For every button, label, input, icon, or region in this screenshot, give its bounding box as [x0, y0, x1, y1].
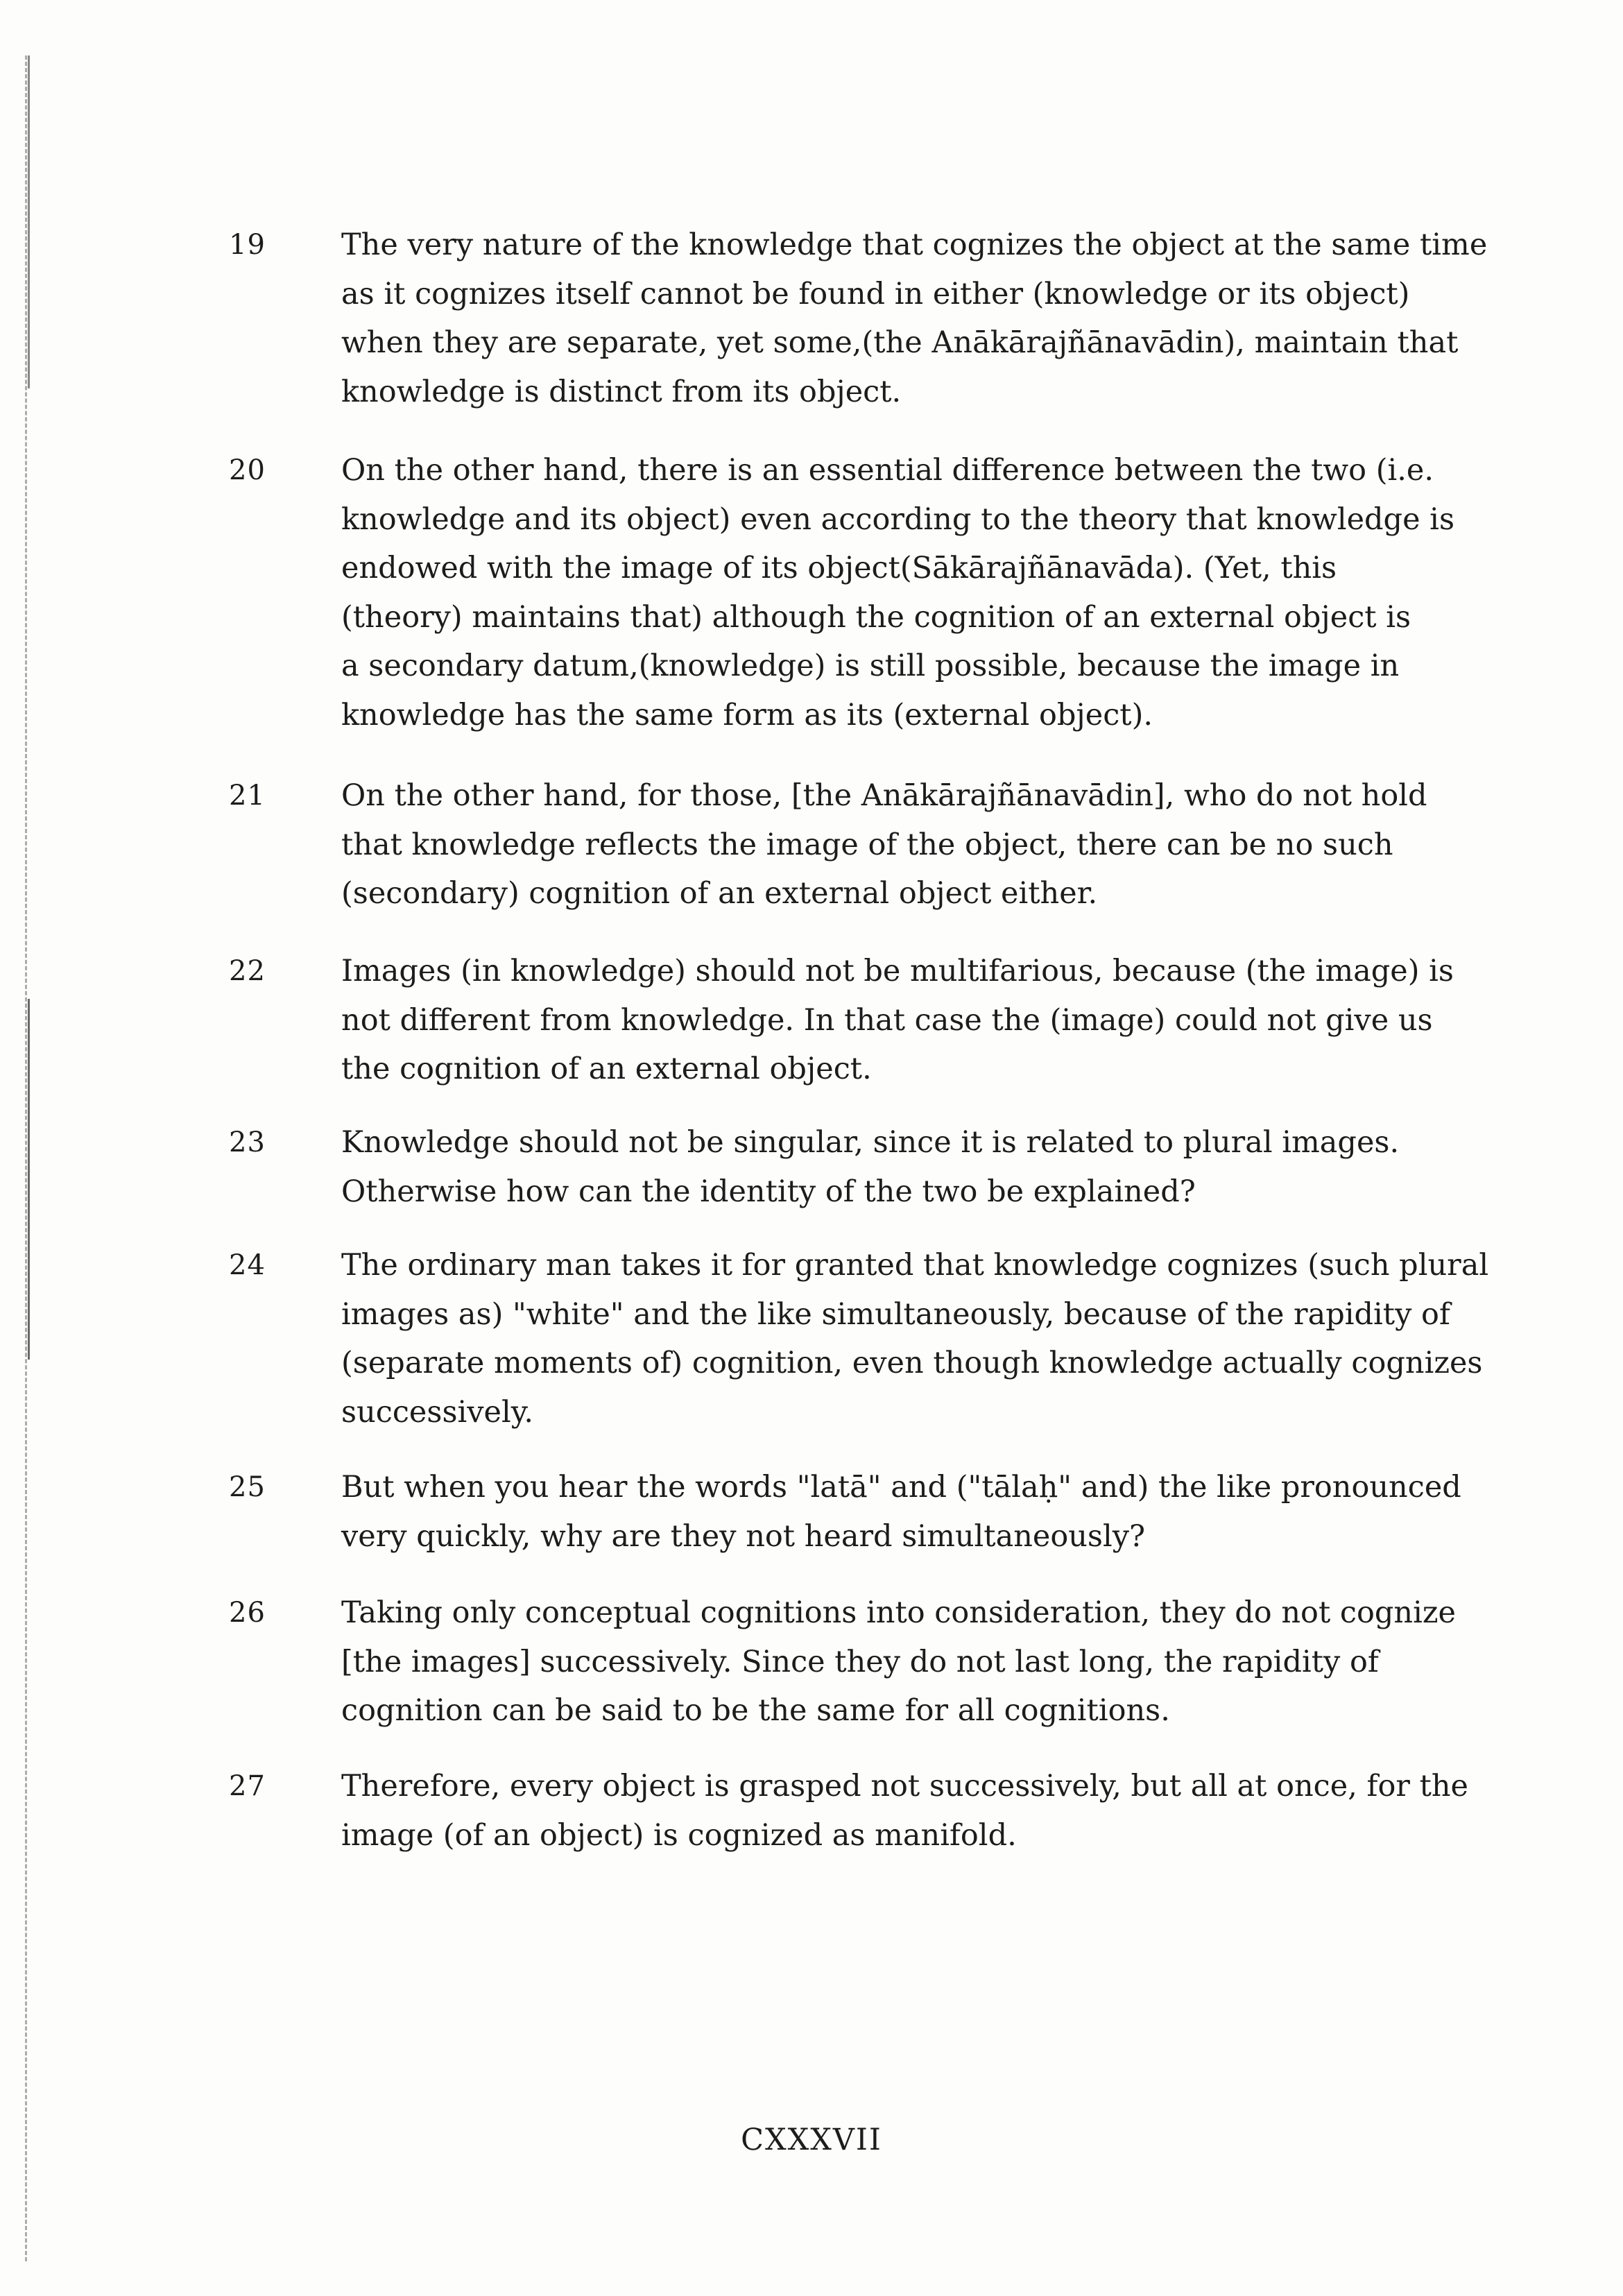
verse-number: 19 [229, 229, 266, 261]
verse-text [341, 446, 1458, 739]
verse-line: image (of an object) is cognized as manifold. [341, 1817, 1017, 1853]
verse-line: the cognition of an external object. [341, 1052, 872, 1086]
verse-line: not different from knowledge. In that case the (image) could not give us [341, 1002, 1433, 1038]
verse-line: when they are separate, yet some,(the Anākārajñānavādin), maintain that [341, 325, 1459, 360]
verse-line: very quickly, why are they not heard simultaneously? [341, 1518, 1146, 1554]
verse-line: Otherwise how can the identity of the two be explained? [341, 1174, 1196, 1209]
verse-line: that knowledge reflects the image of the object, there can be no such [341, 827, 1393, 862]
verse-line: The very nature of the knowledge that cognizes the object at the same time [341, 228, 1488, 262]
verse-line: (separate moments of) cognition, even though knowledge actually cognizes [341, 1346, 1483, 1380]
verse-line: a secondary datum,(knowledge) is still possible, because the image in [341, 649, 1400, 683]
verse-text [341, 1463, 1461, 1561]
verse-text [341, 1241, 1489, 1437]
verse-text [341, 947, 1458, 1094]
page-number: CXXXVII [741, 2123, 882, 2157]
verse-line: knowledge and its object) even according to the theory that knowledge is [341, 502, 1455, 537]
scan-edge-artifact [25, 55, 27, 2261]
verse-line: (theory) maintains that) although the cognition of an external object is [341, 599, 1411, 635]
verse-text [341, 1762, 1468, 1860]
verse-line: successively. [341, 1394, 534, 1430]
verse-number: 20 [229, 454, 266, 486]
verse-line: But when you hear the words "latā" and ("tālaḥ" and) the like pronounced [341, 1470, 1461, 1505]
verse-line: knowledge is distinct from its object. [341, 374, 902, 409]
verse-number: 26 [229, 1597, 266, 1629]
verse-text [341, 1118, 1458, 1216]
verse-number: 25 [229, 1471, 266, 1503]
verse-text [341, 771, 1458, 918]
verse-line: endowed with the image of its object(Sākārajñānavāda). (Yet, this [341, 551, 1337, 585]
verse-line: Therefore, every object is grasped not successively, but all at once, for the [341, 1769, 1468, 1804]
verse-line: cognition can be said to be the same for all cognitions. [341, 1693, 1170, 1728]
verse-line: Taking only conceptual cognitions into consideration, they do not cognize [341, 1595, 1456, 1630]
verse-number: 21 [229, 780, 266, 812]
verse-line: On the other hand, for those, [the Anākārajñānavādin], who do not hold [341, 778, 1427, 813]
verse-line: images as) "white" and the like simultaneously, because of the rapidity of [341, 1296, 1450, 1332]
verse-line: On the other hand, there is an essential difference between the two (i.e. [341, 453, 1434, 488]
verse-line: Images (in knowledge) should not be multifarious, because (the image) is [341, 954, 1454, 988]
verse-number: 22 [229, 955, 266, 987]
verse-number: 24 [229, 1249, 266, 1281]
verse-line: Knowledge should not be singular, since it is related to plural images. [341, 1125, 1400, 1160]
verse-line: as it cognizes itself cannot be found in either (knowledge or its object) [341, 276, 1410, 311]
verse-text [341, 1588, 1458, 1736]
verse-line: knowledge has the same form as its (external object). [341, 697, 1153, 733]
verse-line: (secondary) cognition of an external object either. [341, 876, 1098, 911]
verse-line: The ordinary man takes it for granted that knowledge cognizes (such plural [341, 1248, 1489, 1283]
scan-edge-artifact [28, 55, 30, 388]
verse-text [341, 221, 1488, 416]
scan-edge-artifact [28, 999, 30, 1360]
verse-number: 23 [229, 1126, 266, 1158]
verse-line: [the images] successively. Since they do not last long, the rapidity of [341, 1644, 1379, 1679]
verse-number: 27 [229, 1770, 266, 1802]
